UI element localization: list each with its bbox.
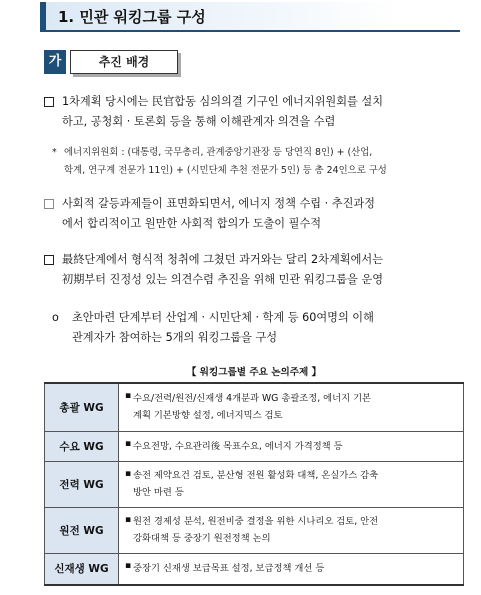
paragraph-2-line-1: 사회적 갈등과제들이 표면화되면서, 에너지 정책 수립 · 추진과정 (62, 197, 375, 210)
wg-name: 전력 WG (45, 461, 119, 507)
table-row (45, 383, 464, 431)
bullet-icon: ▪ (125, 467, 132, 479)
table-row (45, 553, 464, 585)
circle-bullet-icon: o (52, 311, 59, 324)
wg-topics (119, 553, 464, 585)
square-bullet-icon (44, 255, 54, 265)
bullet-icon: ▪ (125, 437, 132, 449)
wg-topics-line-2: 방안 마련 등 (133, 487, 184, 498)
sub-item-line-2: 관계자가 참여하는 5개의 워킹그룹을 구성 (72, 331, 278, 344)
footnote-line-1: 에너지위원회 : (대통령, 국무총리, 관계중앙기관장 등 당연직 8인) + (산업, (64, 147, 373, 158)
paragraph-3-line-1: 最終단계에서 형식적 청취에 그쳤던 과거와는 달리 2차계획에서는 (62, 253, 384, 266)
wg-name: 신재생 WG (45, 553, 119, 585)
subsection-label: 추진 배경 (70, 50, 178, 74)
sub-item-line-1: 초안마련 단계부터 산업계 · 시민단체 · 학계 등 60여명의 이해 (72, 311, 374, 324)
table-caption: 【 워킹그룹별 주요 논의주제 】 (186, 367, 322, 378)
paragraph-3 (44, 250, 464, 290)
square-bullet-icon (44, 199, 54, 209)
footnote-line-2: 학계, 연구계 전문가 11인) + (시민단체 추천 전문가 5인) 등 총 24인으로 구성 (64, 165, 387, 176)
wg-name: 총괄 WG (45, 383, 119, 431)
wg-name: 수요 WG (45, 431, 119, 461)
paragraph-2-line-2: 에서 합리적이고 원만한 사회적 합의가 도출이 필수적 (62, 217, 322, 230)
wg-topics (119, 431, 464, 461)
wg-topics (119, 461, 464, 507)
square-bullet-icon (44, 97, 54, 107)
wg-topics-line-1: 수요/전력/원전/신재생 4개분과 WG 총괄조정, 에너지 기본 (133, 393, 372, 405)
bullet-icon: ▪ (125, 513, 132, 525)
section-header (40, 2, 460, 32)
paragraph-3-line-2: 初期부터 진정성 있는 의견수렴 추진을 위해 민관 워킹그룹을 운영 (62, 273, 384, 286)
working-group-table (44, 382, 464, 586)
table-row (45, 431, 464, 461)
subsection-number: 가 (44, 50, 66, 74)
wg-topics (119, 507, 464, 553)
asterisk-icon: * (52, 147, 57, 158)
paragraph-1 (44, 92, 464, 132)
subsection-heading (44, 50, 178, 74)
wg-topics-line-1: 중장기 신재생 보급목표 설정, 보급정책 개선 등 (133, 563, 325, 575)
wg-topics-line-1: 수요전망, 수요관리後 목표수요, 에너지 가격정책 등 (133, 440, 343, 452)
wg-name: 원전 WG (45, 507, 119, 553)
wg-topics-line-1: 송전 제약요건 검토, 분산형 전원 활성화 대책, 온실가스 감축 (133, 470, 379, 481)
section-title: 1. 민관 워킹그룹 구성 (58, 8, 206, 26)
paragraph-2 (44, 194, 464, 234)
bullet-icon: ▪ (125, 390, 132, 401)
table-row (45, 507, 464, 553)
bullet-icon: ▪ (125, 559, 132, 571)
sub-item (52, 308, 464, 348)
wg-topics-line-2: 강화대책 등 중장기 원전정책 논의 (133, 533, 271, 544)
footnote (52, 144, 464, 180)
paragraph-1-line-1: 1차계획 당시에는 民官합동 심의의결 기구인 에너지위원회를 설치 (62, 95, 384, 108)
wg-topics-line-1: 원전 경제성 분석, 원전비중 결정을 위한 시나리오 검토, 안전 (133, 516, 379, 527)
wg-topics (119, 383, 464, 431)
wg-topics-line-2: 계획 기본방향 설정, 에너지믹스 검토 (133, 410, 283, 422)
paragraph-1-line-2: 하고, 공청회 · 토론회 등을 통해 이해관계자 의견을 수렴 (62, 115, 336, 128)
table-row (45, 461, 464, 507)
